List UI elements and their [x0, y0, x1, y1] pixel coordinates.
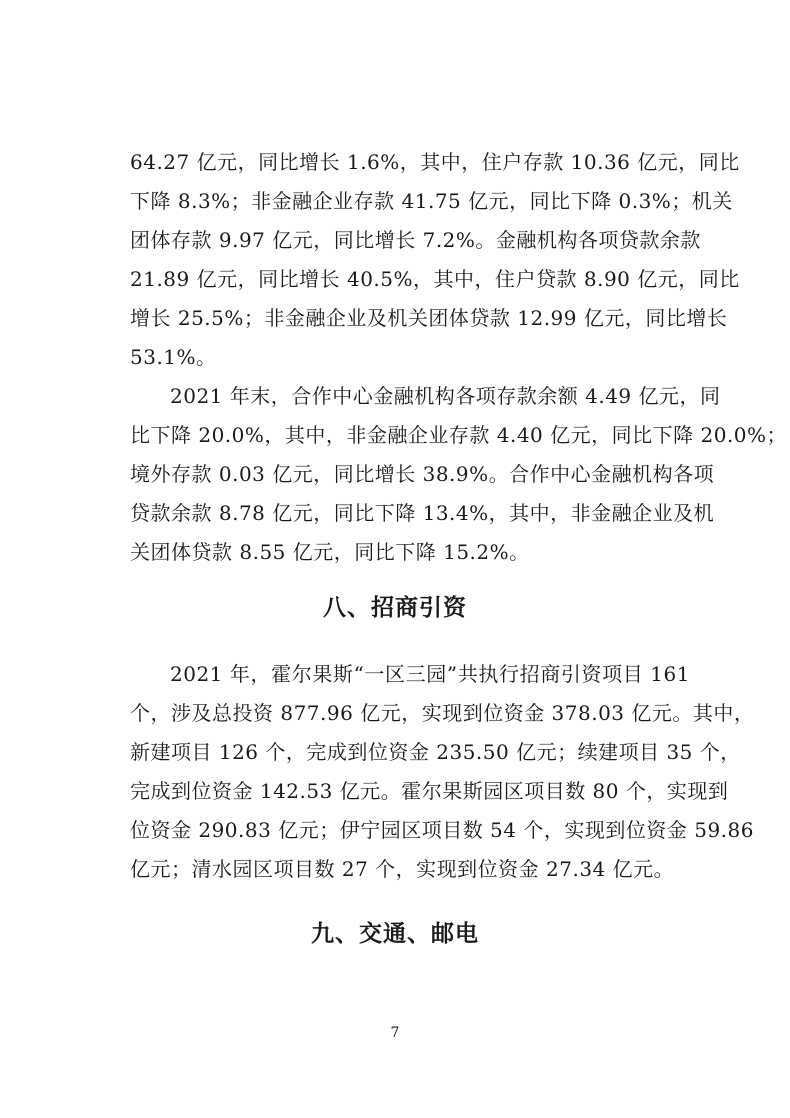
- section-heading: 九、交通、邮电: [311, 921, 479, 947]
- paragraph-line: 2021 年末，合作中心金融机构各项存款余额 4.49 亿元，同: [170, 384, 721, 408]
- page-number: 7: [390, 1025, 400, 1041]
- paragraph-line: 64.27 亿元，同比增长 1.6%，其中，住户存款 10.36 亿元，同比: [130, 150, 740, 174]
- paragraph-line: 团体存款 9.97 亿元，同比增长 7.2%。金融机构各项贷款余款: [130, 228, 701, 252]
- paragraph-line: 2021 年，霍尔果斯“一区三园”共执行招商引资项目 161: [170, 662, 690, 686]
- paragraph-line: 完成到位资金 142.53 亿元。霍尔果斯园区项目数 80 个，实现到: [130, 779, 729, 803]
- paragraph-line: 个，涉及总投资 877.96 亿元，实现到位资金 378.03 亿元。其中，: [130, 701, 755, 725]
- paragraph-line: 53.1%。: [130, 345, 217, 369]
- section-heading: 八、招商引资: [323, 595, 467, 621]
- paragraph-line: 新建项目 126 个，完成到位资金 235.50 亿元；续建项目 35 个，: [130, 740, 741, 764]
- paragraph-line: 关团体贷款 8.55 亿元，同比下降 15.2%。: [130, 540, 530, 564]
- paragraph-line: 21.89 亿元，同比增长 40.5%，其中，住户贷款 8.90 亿元，同比: [130, 267, 740, 291]
- paragraph-line: 境外存款 0.03 亿元，同比增长 38.9%。合作中心金融机构各项: [130, 462, 715, 486]
- paragraph-line: 下降 8.3%；非金融企业存款 41.75 亿元，同比下降 0.3%；机关: [130, 189, 733, 213]
- paragraph-line: 贷款余款 8.78 亿元，同比下降 13.4%，其中，非金融企业及机: [130, 501, 715, 525]
- paragraph-line: 增长 25.5%；非金融企业及机关团体贷款 12.99 亿元，同比增长: [130, 306, 728, 330]
- paragraph-line: 位资金 290.83 亿元；伊宁园区项目数 54 个，实现到位资金 59.86: [130, 818, 754, 842]
- paragraph-line: 亿元；清水园区项目数 27 个，实现到位资金 27.34 亿元。: [130, 857, 675, 881]
- paragraph-line: 比下降 20.0%，其中，非金融企业存款 4.40 亿元，同比下降 20.0%；: [130, 423, 788, 447]
